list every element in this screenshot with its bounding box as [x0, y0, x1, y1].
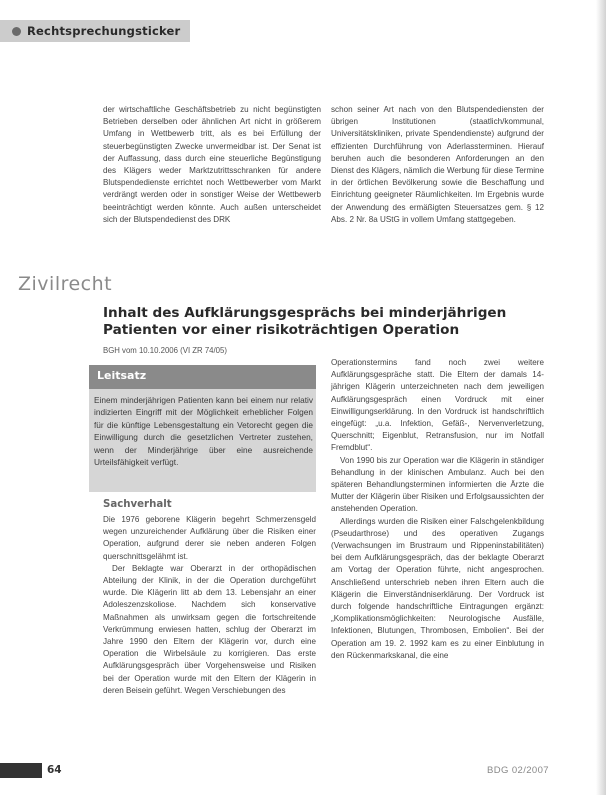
body-left-column [103, 514, 316, 697]
paragraph: Die 1976 geborene Klägerin begehrt Schmerzensgeld wegen unzureichender Aufklärung über die Risiken einer Operation, aufgrund derer sie neben anderen Folgen querschnittsgelähmt ist. [103, 515, 316, 561]
top-left-column [103, 104, 321, 226]
top-right-column [331, 104, 544, 226]
paragraph: der wirtschaftliche Geschäftsbetrieb zu nicht begünstigten Betrieben derselben oder ähnlichen Art nicht in größerem Umfang in Wettbewerb tritt, als es bei Erfüllung der steuerbegünstigten Zwecke unvermeidbar ist. Der Senat ist der Auffassung, dass durch eine steuerliche Begünstigung des Klägers weder Marktzutrittsschranken für andere Blutspendedienste errichtet noch Wettbewerber vom Markt verdrängt werden oder in sonstiger Weise der Wettbewerb beeinträchtigt werden könnte. Auch außen unterscheidet sich der Blutspendedienst des DRK [103, 105, 321, 224]
paragraph: Operationstermins fand noch zwei weitere Aufklärungsgespräche statt. Die Eltern der damals 14-jährigen Klägerin unterzeichneten nach dem jeweiligen Aufklärungsgespräch einen Vordruck mit einer Einwilligungserklärung. In den Vordruck ist handschriftlich eingefügt: „u.a. Infektion, Gefäß-, Nervenverletzung, Querschnitt; Eigenblut, Retransfusion, nur im Notfall Fremdblut“. [331, 358, 544, 453]
scan-edge-shadow [596, 0, 606, 795]
page-number: 64 [47, 764, 62, 776]
header-title: Rechtsprechungsticker [27, 24, 181, 38]
paragraph: Von 1990 bis zur Operation war die Klägerin in ständiger Behandlung in der klinischen Ambulanz. Auch bei den späteren Behandlungsterminen informierten die Ärzte die Mutter der Klägerin über Risiken und Erfolgsaussichten der anstehenden Operation. [331, 455, 544, 514]
body-right-column [331, 357, 544, 662]
paragraph: Allerdings wurden die Risiken einer Falschgelenkbildung (Pseudarthrose) und des operativen Zugangs (Verwachsungen im Brustraum und Rippeninstabilitäten) bei dem Aufklärungsgespräch, das der beklagte Oberarzt am Vortag der Operation führte, nicht angesprochen. Anschließend unterschrieb neben ihren Eltern auch die Klägerin die Einverständniserklärung. Der Vordruck ist durch folgende handschriftliche Eintragungen ergänzt: „Komplikationsmöglichkeiten: Neurologische Ausfälle, Infektionen, Blutungen, Thrombosen, Embolien“. Bei der Operation am 19. 2. 1992 kam es zu einer Einblutung in den Rückenmarkskanal, die eine [331, 516, 544, 660]
paragraph: schon seiner Art nach von den Blutspendediensten der übrigen Institutionen (staatlich/kommunal, Universitätskliniken, private Spendendienste) aufgrund der effizienten Durchführung von Aderlassterminen. Hierauf beruhen auch die besonderen Anforderungen an den Dienst des Klägers, nämlich die Werbung für diese Termine in der örtlichen Bevölkerung sowie die Beschaffung und Einrichtung geeigneter Räumlichkeiten. Im Ergebnis wurde der Anwendung des ermäßigten Steuersatzes gem. § 12 Abs. 2 Nr. 8a UStG in vollem Umfang stattgegeben. [331, 105, 544, 224]
bullet-icon [12, 27, 21, 36]
court-citation: BGH vom 10.10.2006 (VI ZR 74/05) [103, 346, 227, 355]
journal-reference: BDG 02/2007 [487, 765, 549, 776]
leitsatz-text: Einem minderjährigen Patienten kann bei einem nur relativ indizierten Eingriff mit der Möglichkeit erheblicher Folgen für die künftige Lebensgestaltung ein Vetorecht gegen die Einwilligung durch die gesetzlichen Vertreter zustehen, wenn der Minderjährige über eine ausreichende Urteilsfähigkeit verfügt. [94, 395, 313, 468]
article-title: Inhalt des Aufklärungsgesprächs bei minderjährigen Patienten vor einer risikoträchtigen Operation [103, 305, 507, 338]
page-marker-bar [0, 763, 42, 778]
sachverhalt-heading: Sachverhalt [103, 499, 172, 510]
section-heading: Zivilrecht [18, 273, 113, 295]
paragraph: Der Beklagte war Oberarzt in der orthopädischen Abteilung der Klinik, in der die Operation durchgeführt wurde. Die Klägerin litt ab dem 13. Lebensjahr an einer Adoleszenzskoliose. Nachdem sich konservative Maßnahmen als unwirksam gegen die fortschreitende Verkrümmung erwiesen hatten, schlug der Oberarzt im Jahre 1990 den Eltern der Klägerin vor, durch eine Operation die Wirbelsäule zu korrigieren. Das erste Aufklärungsgespräch über Vorgehensweise und Risiken bei der Operation wurde mit den Eltern der Klägerin in deren Beisein geführt. Wegen Verschiebungen des [103, 563, 316, 695]
leitsatz-label: Leitsatz [97, 369, 147, 382]
